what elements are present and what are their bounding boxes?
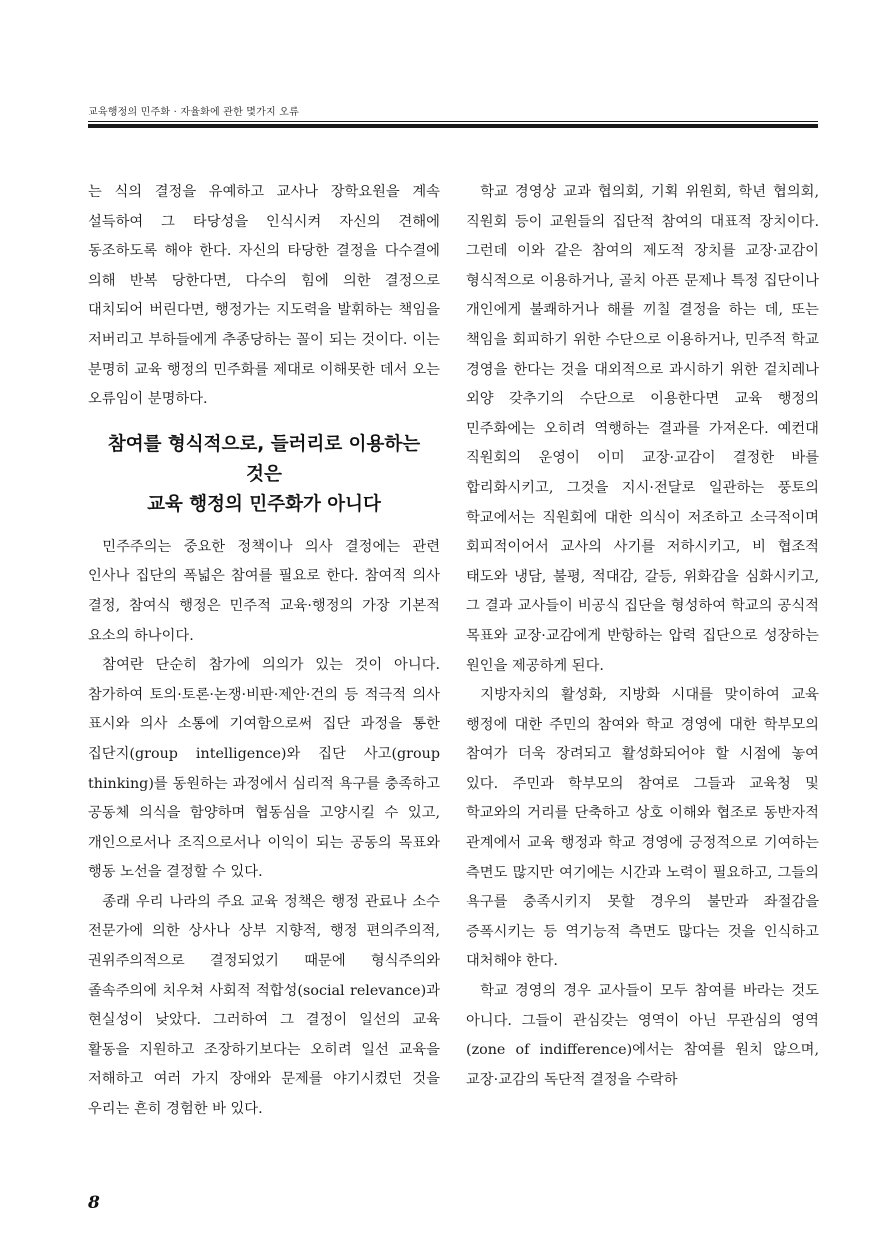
section-title-line-1: 참여를 형식적으로, 들러리로 이용하는 것은	[107, 433, 421, 485]
right-paragraph-3: 학교 경영의 경우 교사들이 모두 참여를 바라는 것도 아니다. 그들이 관심갖는 영역이 아닌 무관심의 영역(zone of indifference)에서는 참여를 원치 않으며, 교장·교감의 독단적 결정을 수락하	[466, 983, 819, 1088]
right-paragraph-2: 지방자치의 활성화, 지방화 시대를 맞이하여 교육 행정에 대한 주민의 참여와 학교 경영에 대한 학부모의 참여가 더욱 장려되고 활성화되어야 할 시점에 놓여 있다. 주민과 학부모의 참여로 그들과 교육청 및 학교와의 거리를 단축하고 상호 이해와 협조로 동반자적 관계에서 교육 행정과 학교 경영에 긍정적으로 기여하는 측면도 많지만 여기에는 시간과 노력이 필요하고, 그들의 욕구를 충족시키지 못할 경우의 불만과 좌절감을 증폭시키는 등 역기능적 측면도 많다는 것을 인식하고 대처해야 한다.	[466, 687, 819, 970]
running-header: 교육행정의 민주화 · 자율화에 관한 몇가지 오류	[88, 107, 299, 118]
right-paragraph-1: 학교 경영상 교과 협의회, 기획 위원회, 학년 협의회, 직원회 등이 교원들의 집단적 참여의 대표적 장치이다. 그런데 이와 같은 참여의 제도적 장치를 교장·교감이 형식적으로 이용하거나, 골치 아픈 문제나 특정 집단이나 개인에게 불쾌하거나 해를 끼칠 결정을 하는 데, 또는 책임을 회피하기 위한 수단으로 이용하거나, 민주적 학교 경영을 한다는 것을 대외적으로 과시하기 위한 겉치레나 외양 갖추기의 수단으로 이용한다면 교육 행정의 민주화에는 오히려 역행하는 결과를 가져온다. 예컨대 직원회의 운영이 이미 교장·교감이 결정한 바를 합리화시키고, 그것을 지시·전달로 일관하는 풍토의 학교에서는 직원회에 대한 의식이 저조하고 소극적이며 회피적이어서 교사의 사기를 저하시키고, 비 협조적 태도와 냉담, 불평, 적대감, 갈등, 위화감을 심화시키고, 그 결과 교사들이 비공식 집단을 형성하여 학교의 공식적 목표와 교장·교감에게 반항하는 압력 집단으로 성장하는 원인을 제공하게 된다.	[466, 184, 819, 674]
header-rule	[88, 121, 818, 130]
left-paragraph-3: 참여란 단순히 참가에 의의가 있는 것이 아니다. 참가하여 토의·토론·논쟁·비판·제안·건의 등 적극적 의사 표시와 의사 소통에 기여함으로써 집단 과정을 통한 집단지(group intelligence)와 집단 사고(group thinking)를 동원하는 과정에서 심리적 욕구를 충족하고 공동체 의식을 함양하며 협동심을 고양시킬 수 있고, 개인으로서나 조직으로서나 이익이 되는 공동의 목표와 행동 노선을 결정할 수 있다.	[88, 657, 440, 881]
header-rule-thick	[88, 124, 818, 128]
left-paragraph-2: 민주주의는 중요한 정책이나 의사 결정에는 관련 인사나 집단의 폭넓은 참여를 필요로 한다. 참여적 의사 결정, 참여식 행정은 민주적 교육·행정의 가장 기본적 요소의 하나이다.	[88, 538, 440, 644]
section-title	[88, 430, 440, 520]
header-rule-thin	[88, 121, 818, 122]
section-title-line-2: 교육 행정의 민주화가 아니다	[147, 493, 381, 515]
left-paragraph-4: 종래 우리 나라의 주요 교육 정책은 행정 관료나 소수 전문가에 의한 상사나 상부 지향적, 행정 편의주의적, 권위주의적으로 결정되었기 때문에 형식주의와 졸속주의에 치우쳐 사회적 적합성(social relevance)과 현실성이 낮았다. 그러하여 그 결정이 일선의 교육 활동을 지원하고 조장하기보다는 오히려 일선 교육을 저해하고 여러 가지 장애와 문제를 야기시켰던 것을 우리는 흔히 경험한 바 있다.	[88, 893, 440, 1118]
right-column	[466, 178, 819, 1095]
page-number: 8	[88, 1193, 100, 1213]
left-paragraph-1: 는 식의 결정을 유예하고 교사나 장학요원을 계속 설득하여 그 타당성을 인식시켜 자신의 견해에 동조하도록 해야 한다. 자신의 타당한 결정을 다수결에 의해 반복 당한다면, 다수의 힘에 의한 결정으로 대치되어 버린다면, 행정가는 지도력을 발휘하는 책임을 저버리고 부하들에게 추종당하는 꼴이 되는 것이다. 이는 분명히 교육 행정의 민주화를 제대로 이해못한 데서 오는 오류임이 분명하다.	[88, 184, 440, 408]
left-column	[88, 178, 440, 1125]
